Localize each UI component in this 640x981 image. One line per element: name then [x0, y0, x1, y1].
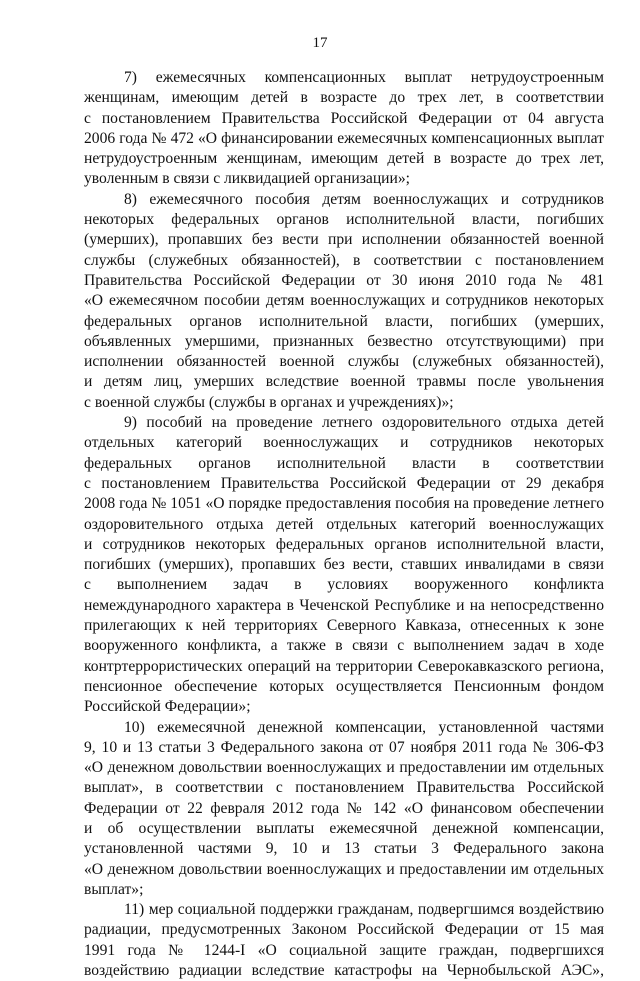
text-line: и сотрудников некоторых федеральных органов исполнительной власти, [84, 535, 604, 553]
text-line: с выполнением задач в условиях вооруженного конфликта [84, 576, 604, 594]
text-line: службы (служебных обязанностей), в соответствии с постановлением [84, 251, 604, 269]
text-line: 10) ежемесячной денежной компенсации, установленной частями [124, 718, 604, 736]
text-line: выплат»; [84, 880, 144, 898]
text-line: оздоровительного отдыха детей отдельных категорий военнослужащих [84, 515, 604, 533]
text-line: радиации, предусмотренных Законом Российской Федерации от 15 мая [84, 921, 604, 939]
text-line: Правительства Российской Федерации от 30 июня 2010 года № 481 [84, 271, 604, 289]
text-line: 11) мер социальной поддержки гражданам, подвергшимся воздействию [124, 901, 604, 919]
text-line: установленной частями 9, 10 и 13 статьи 3 Федерального закона [84, 840, 604, 858]
paragraph-10 [84, 718, 604, 901]
paragraph-8 [84, 190, 604, 413]
paragraph-9 [84, 413, 604, 717]
text-line: погибших (умерших), пропавших без вести, ставших инвалидами в связи [84, 556, 604, 574]
text-line: исполнении обязанностей военной службы (служебных обязанностей), [84, 353, 604, 371]
text-line: с военной службы (службы в органах и учреждениях)»; [84, 393, 454, 411]
text-line: 1991 года № 1244-I «О социальной защите граждан, подвергшихся [84, 941, 604, 959]
text-line: пенсионное обеспечение которых осуществляется Пенсионным фондом [84, 677, 604, 695]
document-body [84, 68, 604, 981]
text-line: 9, 10 и 13 статьи 3 Федерального закона от 07 ноября 2011 года № 306-ФЗ [84, 738, 604, 756]
text-line: и детям лиц, умерших вследствие военной травмы после увольнения [84, 373, 604, 391]
text-line: 9) пособий на проведение летнего оздоровительного отдыха детей [124, 414, 604, 432]
text-line: «О ежемесячном пособии детям военнослужащих и сотрудников некоторых [84, 292, 604, 310]
text-line: контртеррористических операций на территории Северокавказского региона, [84, 657, 604, 675]
paragraph-11 [84, 900, 604, 981]
text-line: 2006 года № 472 «О финансировании ежемесячных компенсационных выплат [84, 129, 604, 147]
text-line: федеральных органов исполнительной власти в соответствии [84, 454, 604, 472]
text-line: Федерации от 22 февраля 2012 года № 142 «О финансовом обеспечении [84, 799, 604, 817]
text-line: вооруженного конфликта, а также в связи с выполнением задач в ходе [84, 637, 604, 655]
text-line: 7) ежемесячных компенсационных выплат нетрудоустроенным [124, 69, 604, 86]
text-line: «О денежном довольствии военнослужащих и предоставлении им отдельных [84, 759, 604, 777]
text-line: 2008 года № 1051 «О порядке предоставления пособия на проведение летнего [84, 495, 604, 513]
paragraph-7 [84, 68, 604, 190]
text-line: объявленных умершими, признанных безвестно отсутствующими) при [84, 332, 604, 350]
text-line: с постановлением Правительства Российской Федерации от 29 декабря [84, 474, 604, 492]
text-line: и об осуществлении выплаты ежемесячной денежной компенсации, [84, 819, 604, 837]
text-line: некоторых федеральных органов исполнительной власти, погибших [84, 211, 604, 229]
text-line: 8) ежемесячного пособия детям военнослужащих и сотрудников [124, 190, 604, 208]
text-line: выплат», в соответствии с постановлением Правительства Российской [84, 779, 604, 797]
page-number: 17 [312, 35, 328, 51]
text-line: воздействию радиации вследствие катастрофы на Чернобыльской АЭС», [84, 962, 604, 980]
text-line: (умерших), пропавших без вести при исполнении обязанностей военной [84, 231, 604, 249]
text-line: прилегающих к ней территориях Северного Кавказа, отнесенных к зоне [84, 617, 604, 635]
text-line: федеральных органов исполнительной власти, погибших (умерших, [84, 312, 604, 330]
text-line: с постановлением Правительства Российской Федерации от 04 августа [84, 109, 604, 127]
text-line: отдельных категорий военнослужащих и сотрудников некоторых [84, 434, 604, 452]
text-line: нетрудоустроенным женщинам, имеющим детей в возрасте до трех лет, [84, 150, 604, 168]
text-line: «О денежном довольствии военнослужащих и предоставлении им отдельных [84, 860, 604, 878]
text-line: женщинам, имеющим детей в возрасте до трех лет, в соответствии [84, 89, 604, 107]
text-line: немеждународного характера в Чеченской Республике и на непосредственно [84, 596, 604, 614]
text-line: уволенным в связи с ликвидацией организации»; [84, 170, 410, 188]
text-line: Российской Федерации»; [84, 698, 251, 716]
